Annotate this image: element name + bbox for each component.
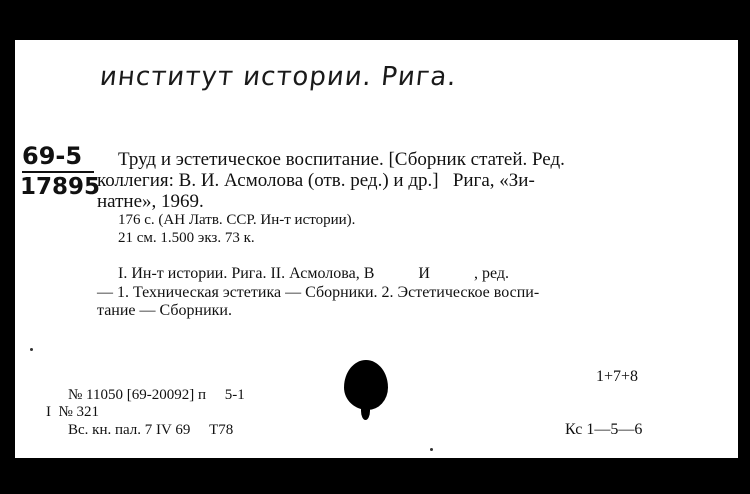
title-line-3: натне», 1969. (97, 191, 204, 212)
ink-speck (30, 348, 33, 351)
ink-blot-drip (361, 402, 370, 420)
shelf-mark-divider (22, 171, 94, 173)
ink-speck (430, 448, 433, 451)
physical-line-1: 176 с. (АН Латв. ССР. Ин-т истории). (118, 212, 356, 228)
registration-line: Вс. кн. пал. 7 IV 69 Т78 (68, 422, 234, 438)
title-line-2: коллегия: В. И. Асмолова (отв. ред.) и др.] Рига, «Зи- (97, 170, 535, 191)
tracing-line-1: I. Ин-т истории. Рига. II. Асмолова, В И , ред. (118, 265, 509, 282)
index-code: Кс 1—5—6 (565, 421, 643, 438)
shelf-mark-top: 69-5 (22, 142, 83, 170)
tracing-line-2: — 1. Техническая эстетика — Сборники. 2. Эстетическое воспи- (97, 284, 540, 301)
order-number: № 11050 [69-20092] п 5-1 (68, 387, 245, 403)
shelf-mark-bottom: 17895 (20, 174, 101, 200)
title-line-1: Труд и эстетическое воспитание. [Сборник статей. Ред. (118, 149, 565, 170)
classification-code: 1+7+8 (596, 368, 639, 385)
handwritten-header: институт истории. Рига. (98, 62, 459, 92)
tracing-line-3: тание — Сборники. (97, 302, 232, 319)
physical-line-2: 21 см. 1.500 экз. 73 к. (118, 230, 255, 246)
print-run-number: I № 321 (46, 404, 100, 420)
